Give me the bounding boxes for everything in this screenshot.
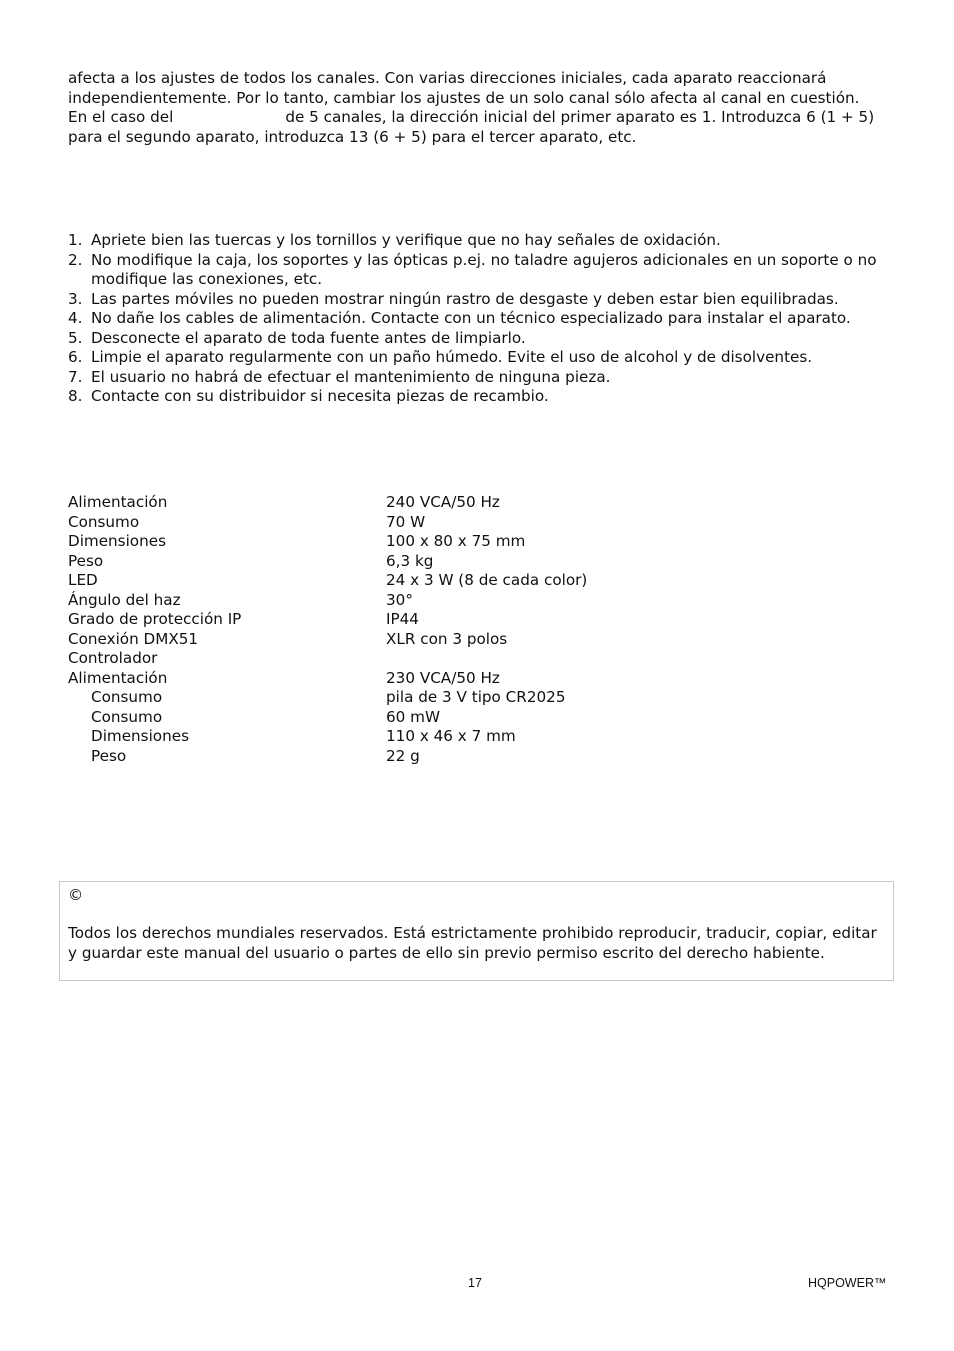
spec-value: 30° [386,590,413,609]
spec-value: 6,3 kg [386,551,434,570]
spec-value: 24 x 3 W (8 de cada color) [386,571,588,589]
spec-row [68,669,768,689]
spec-label: Grado de protección IP [68,610,242,628]
copyright-symbol: © [68,886,84,904]
spec-value: IP44 [386,610,419,628]
list-item-text: Apriete bien las tuercas y los tornillos y verifique que no hay señales de oxidación. [91,231,721,249]
spec-label: Conexión DMX51 [68,629,199,648]
spec-label: Ángulo del haz [68,590,181,609]
spec-label: Dimensiones [68,532,166,550]
spec-label: Controlador [68,649,158,667]
spec-row [68,747,768,767]
spec-label: LED [68,571,98,589]
list-item-number: 8. [68,387,83,405]
intro-paragraph-2-end: de 5 canales, la dirección inicial del primer aparato es 1. Introduzca 6 (1 + 5) para el segundo aparato, introduzca 13 (6 + 5) para el tercer aparato, etc. [68,108,875,146]
list-item [68,231,898,251]
specifications-table [68,493,768,766]
intro-section [68,69,898,147]
brand-name: HQPOWER™ [808,1276,887,1290]
intro-paragraph-1: afecta a los ajustes de todos los canales. Con varias direcciones iniciales, cada aparato reaccionará independientemente. Por lo tanto, cambiar los ajustes de un solo canal sólo afecta al canal en cuestión. [68,69,860,107]
spec-row [68,513,768,533]
list-item-text: Limpie el aparato regularmente con un paño húmedo. Evite el uso de alcohol y de disolventes. [91,348,813,366]
spec-label: Consumo [91,688,163,706]
spec-row [68,727,768,747]
list-item-number: 5. [68,328,83,347]
spec-row [68,610,768,630]
list-item [68,387,898,407]
list-item-number: 1. [68,231,83,249]
list-item [68,251,898,290]
spec-row [68,493,768,513]
copyright-box [59,881,894,981]
spec-value: 22 g [386,746,420,765]
list-item-text: El usuario no habrá de efectuar el mantenimiento de ninguna pieza. [91,367,611,386]
maintenance-list [68,231,898,407]
spec-value: 70 W [386,512,426,531]
list-item-number: 3. [68,289,83,308]
spec-row [68,649,768,669]
spec-row [68,630,768,650]
list-item [68,309,898,329]
list-item-text: Las partes móviles no pueden mostrar ningún rastro de desgaste y deben estar bien equilibradas. [91,289,839,308]
spec-label: Alimentación [68,668,168,687]
spec-row [68,688,768,708]
spec-label: Peso [68,551,104,570]
spec-row [68,591,768,611]
spec-value: pila de 3 V tipo CR2025 [386,688,566,706]
list-item-text: Desconecte el aparato de toda fuente antes de limpiarlo. [91,328,526,347]
list-item-number: 7. [68,367,83,386]
spec-label: Consumo [68,512,140,531]
list-item [68,368,898,388]
spec-value: 110 x 46 x 7 mm [386,727,516,745]
list-item-text: No modifique la caja, los soportes y las ópticas p.ej. no taladre agujeros adicionales en un soporte o no modifique las conexiones, etc. [91,250,877,288]
list-item-number: 2. [68,250,83,269]
list-item-number: 4. [68,309,83,327]
page-number: 17 [468,1276,482,1290]
spec-row [68,532,768,552]
list-item [68,290,898,310]
spec-label: Peso [91,746,127,765]
list-item-number: 6. [68,348,83,366]
spec-value: 240 VCA/50 Hz [386,493,500,511]
list-item-text: Contacte con su distribuidor si necesita piezas de recambio. [91,387,549,405]
copyright-notice: Todos los derechos mundiales reservados. Está estrictamente prohibido reproducir, traducir, copiar, editar y guardar este manual del usuario o partes de ello sin previo permiso escrito del derecho habiente. [68,924,877,962]
spec-label: Alimentación [68,493,168,511]
spec-row [68,708,768,728]
spec-value: XLR con 3 polos [386,629,508,648]
list-item-text: No dañe los cables de alimentación. Contacte con un técnico especializado para instalar el aparato. [91,309,851,327]
spec-row [68,552,768,572]
spec-value: 100 x 80 x 75 mm [386,532,526,550]
spec-value: 60 mW [386,707,440,726]
list-item [68,348,898,368]
spec-label: Consumo [91,707,163,726]
list-item [68,329,898,349]
spec-row [68,571,768,591]
intro-paragraph-2 [68,108,898,147]
intro-paragraph-2-start: En el caso del [68,108,174,126]
spec-label: Dimensiones [91,727,189,745]
spec-value: 230 VCA/50 Hz [386,668,500,687]
